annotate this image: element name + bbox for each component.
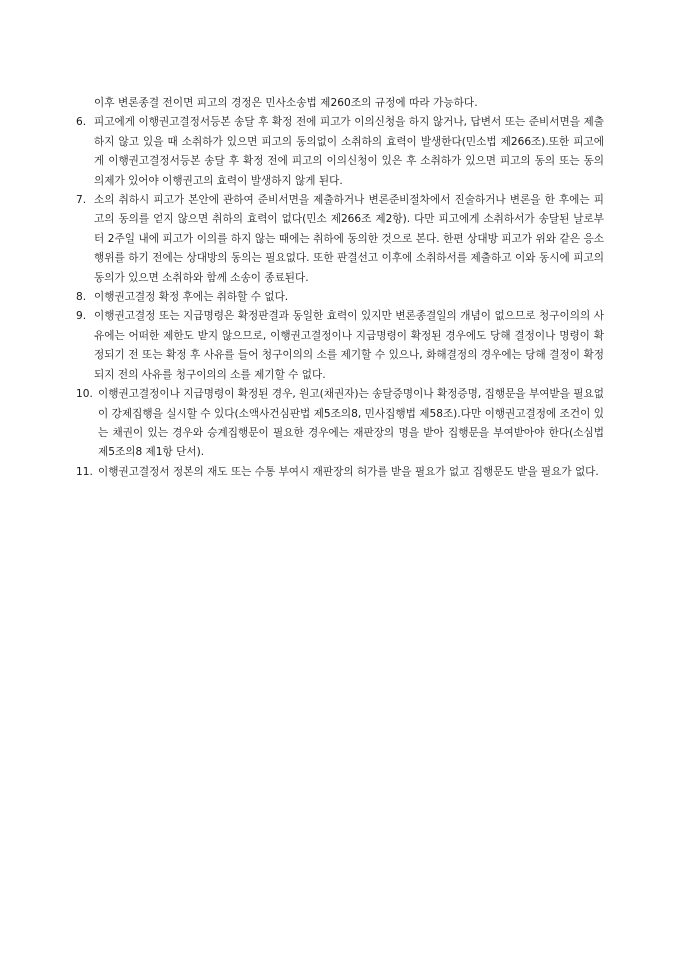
item-text: 이행권고결정서 정본의 재도 또는 수통 부여시 재판장의 허가를 받을 필요가 없고 집행문도 받을 필요가 없다. [98, 465, 599, 478]
list-item-11 [76, 463, 604, 482]
item-text: 피고에게 이행권고결정서등본 송달 후 확정 전에 피고가 이의신청을 하지 않거나, 답변서 또는 준비서면을 제출하지 않고 있을 때 소취하가 있으면 피고의 동의없이 소취하의 효력이 발생한다(민소법 제266조).또한 피고에게 이행권고결정서등본 송달 후 확정 전에 피고의 이의신청이 있은 후 소취하가 있으면 피고의 동의 또는 동의의제가 있어야 이행권고의 효력이 발생하지 않게 된다. [94, 116, 604, 187]
item-number: 9. [76, 310, 87, 323]
item-number: 6. [76, 116, 87, 129]
item-number: 8. [76, 291, 87, 304]
item-number: 10. [76, 388, 93, 401]
list-item-6 [76, 113, 604, 191]
list-item-9 [76, 307, 604, 385]
item-text: 이행권고결정 확정 후에는 취하할 수 없다. [94, 291, 289, 304]
list-item-7 [76, 191, 604, 288]
item-text: 소의 취하시 피고가 본안에 관하여 준비서면을 제출하거나 변론준비절차에서 진술하거나 변론을 한 후에는 피고의 동의를 얻지 않으면 취하의 효력이 없다(민소 제266조 제2항). 다만 피고에게 소취하서가 송달된 날로부터 2주일 내에 피고가 이의를 하지 않는 때에는 취하에 동의한 것으로 본다. 한편 상대방 피고가 위와 같은 응소행위를 하기 전에는 상대방의 동의는 필요없다. 또한 판결선고 이후에 소취하서를 제출하고 이와 동시에 피고의 동의가 있으면 소취하와 함께 소송이 종료된다. [94, 194, 604, 284]
item-number: 7. [76, 194, 87, 207]
intro-paragraph: 이후 변론종결 전이면 피고의 경정은 민사소송법 제260조의 규정에 따라 가능하다. [94, 97, 478, 109]
list-item-8 [76, 288, 604, 307]
item-number: 11. [76, 465, 93, 478]
item-text: 이행권고결정이나 지급명령이 확정된 경우, 원고(채권자)는 송달증명이나 확정증명, 집행문을 부여받을 필요없이 강제집행을 실시할 수 있다(소액사건심판법 제5조의8, 민사집행법 제58조).다만 이행권고결정에 조건이 있는 채권이 있는 경우와 승계집행문이 필요한 경우에는 재판장의 명을 받아 집행문을 부여받아야 한다(소심법 제5조의8 제1항 단서). [98, 388, 604, 459]
item-text: 이행권고결정 또는 지급명령은 확정판결과 동일한 효력이 있지만 변론종결일의 개념이 없으므로 청구이의의 사유에는 어떠한 제한도 받지 않으므로, 이행권고결정이나 지급명령이 확정된 경우에도 당해 결정이나 명령이 확정되기 전 또는 확정 후 사유를 들어 청구이의의 소를 제기할 수 있으나, 화해결정의 경우에는 당해 결정이 확정되지 전의 사유를 청구이의의 소를 제기할 수 없다. [94, 310, 604, 381]
list-item-10 [76, 385, 604, 463]
document-page [76, 94, 604, 482]
